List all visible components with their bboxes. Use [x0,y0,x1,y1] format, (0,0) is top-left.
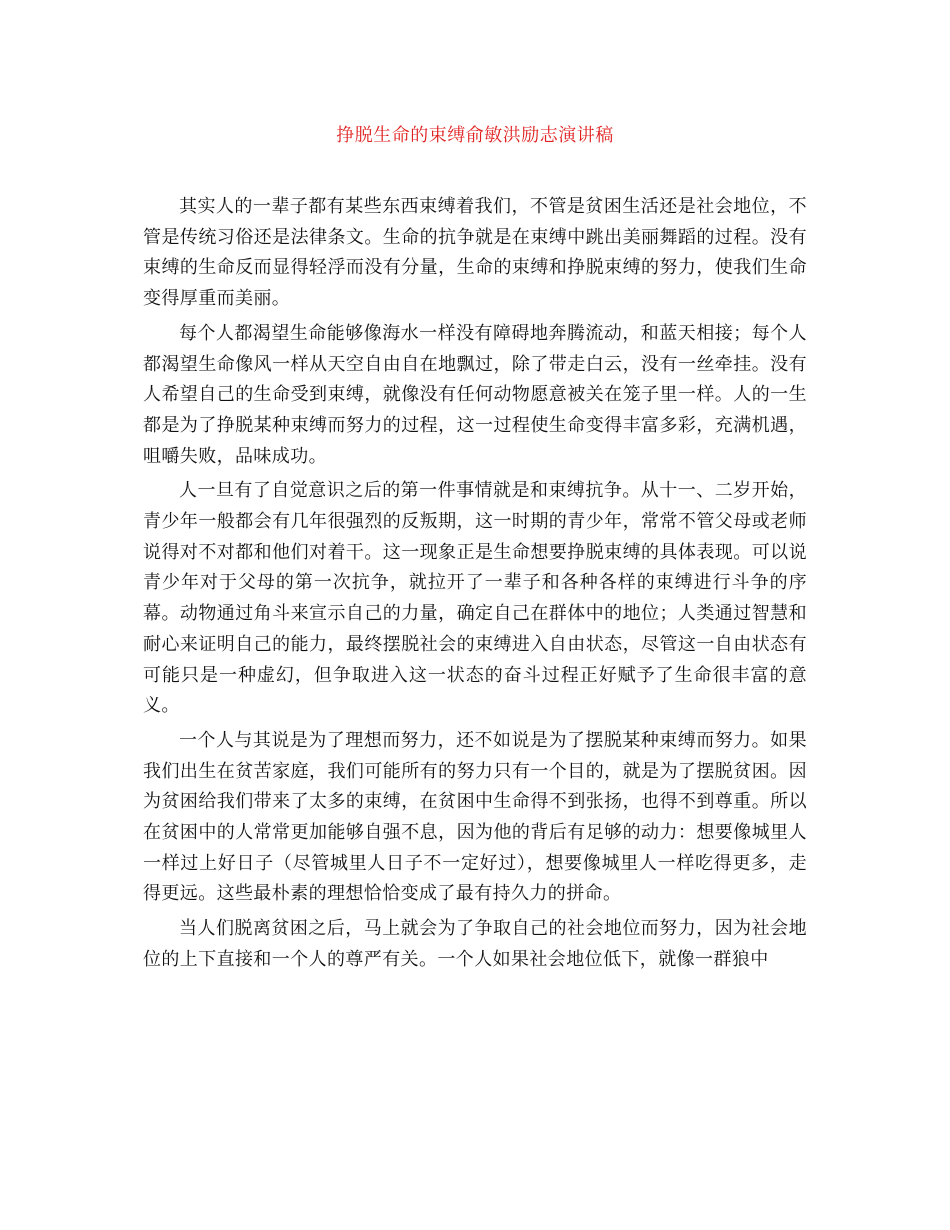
paragraph-1: 其实人的一辈子都有某些东西束缚着我们，不管是贫困生活还是社会地位，不管是传统习俗还是法律条文。生命的抗争就是在束缚中跳出美丽舞蹈的过程。没有束缚的生命反而显得轻浮而没有分量，生命的束缚和挣脱束缚的努力，使我们生命变得厚重而美丽。 [143,196,807,310]
paragraph-3: 人一旦有了自觉意识之后的第一件事情就是和束缚抗争。从十一、二岁开始，青少年一般都会有几年很强烈的反叛期，这一时期的青少年，常常不管父母或老师说得对不对都和他们对着干。这一现象正是生命想要挣脱束缚的具体表现。可以说青少年对于父母的第一次抗争，就拉开了一辈子和各种各样的束缚进行斗争的序幕。动物通过角斗来宣示自己的力量，确定自己在群体中的地位；人类通过智慧和耐心来证明自己的能力，最终摆脱社会的束缚进入自由状态，尽管这一自由状态有可能只是一种虚幻，但争取进入这一状态的奋斗过程正好赋予了生命很丰富的意义。 [143,480,807,717]
paragraph-4: 一个人与其说是为了理想而努力，还不如说是为了摆脱某种束缚而努力。如果我们出生在贫苦家庭，我们可能所有的努力只有一个目的，就是为了摆脱贫困。因为贫困给我们带来了太多的束缚，在贫困中生命得不到张扬，也得不到尊重。所以在贫困中的人常常更加能够自强不息，因为他的背后有足够的动力：想要像城里人一样过上好日子（尽管城里人日子不一定好过），想要像城里人一样吃得更多，走得更远。这些最朴素的理想恰恰变成了最有持久力的拼命。 [143,729,807,905]
document-body [143,192,807,980]
document-title: 挣脱生命的束缚俞敏洪励志演讲稿 [336,125,614,146]
paragraph-2: 每个人都渴望生命能够像海水一样没有障碍地奔腾流动，和蓝天相接；每个人都渴望生命像风一样从天空自由自在地飘过，除了带走白云，没有一丝牵挂。没有人希望自己的生命受到束缚，就像没有任何动物愿意被关在笼子里一样。人的一生都是为了挣脱某种束缚而努力的过程，这一过程使生命变得丰富多彩，充满机遇，咀嚼失败，品味成功。 [143,322,807,467]
paragraph-5: 当人们脱离贫困之后，马上就会为了争取自己的社会地位而努力，因为社会地位的上下直接和一个人的尊严有关。一个人如果社会地位低下，就像一群狼中 [143,918,807,970]
